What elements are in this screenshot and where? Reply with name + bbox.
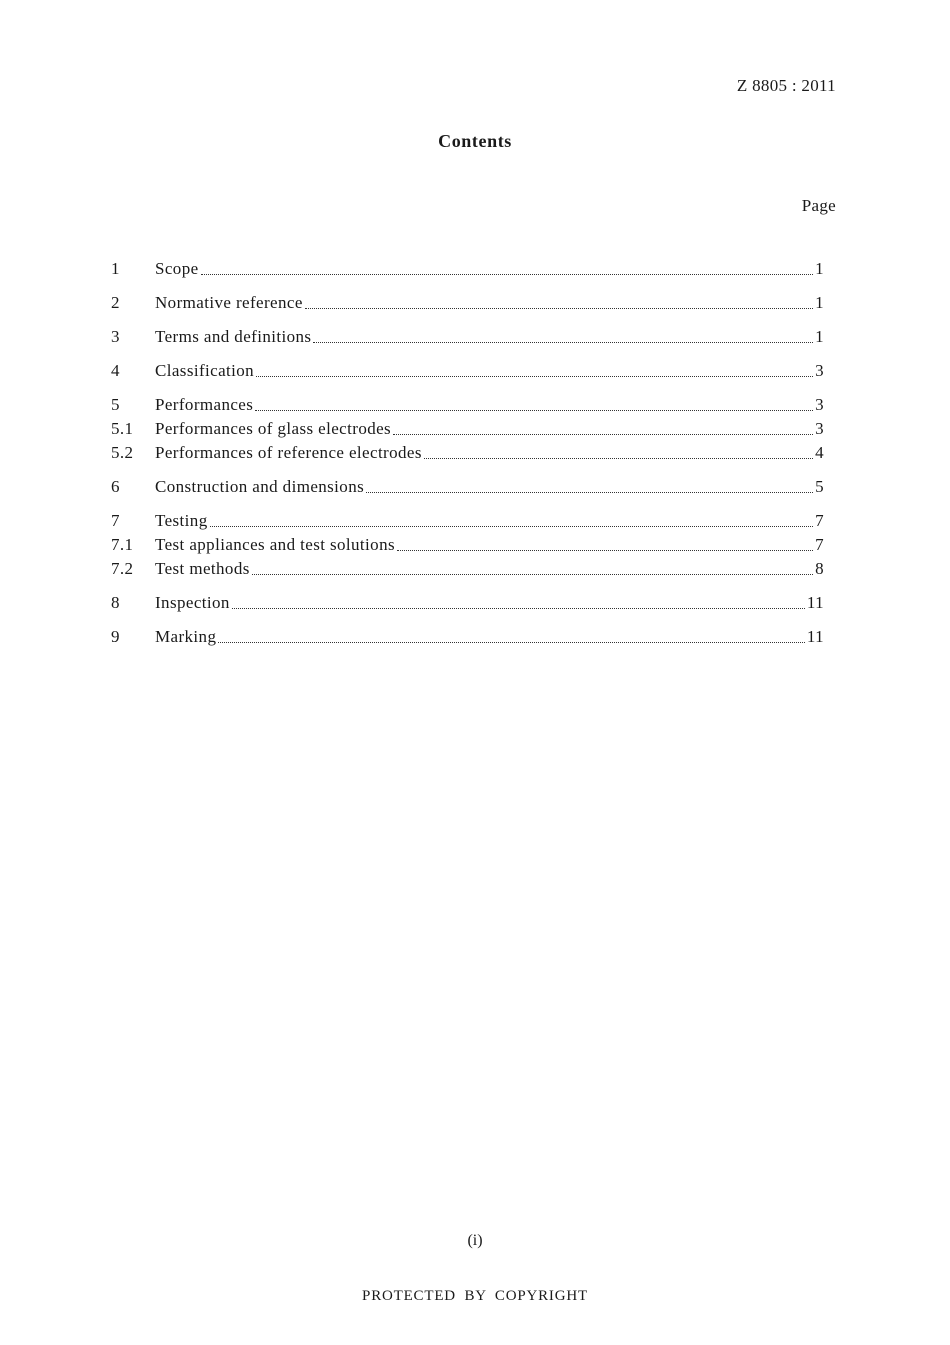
toc-entry-page: 1 bbox=[815, 293, 824, 312]
dot-leader bbox=[210, 525, 813, 527]
page-column-label: Page bbox=[801, 196, 836, 215]
toc-entry-page: 11 bbox=[806, 593, 824, 612]
toc-entry-2[interactable] bbox=[111, 291, 824, 315]
dot-leader bbox=[424, 457, 813, 459]
toc-entry-number: 9 bbox=[111, 627, 120, 646]
toc-entry-number: 6 bbox=[111, 477, 120, 496]
toc-entry-page: 7 bbox=[815, 535, 824, 554]
dot-leader bbox=[218, 641, 804, 643]
toc-entry-number: 4 bbox=[111, 361, 120, 380]
toc-entry-number: 7 bbox=[111, 511, 120, 530]
dot-leader bbox=[201, 273, 814, 275]
toc-entry-number: 5.2 bbox=[111, 443, 134, 462]
toc-entry-page: 3 bbox=[815, 419, 824, 438]
contents-heading: Contents bbox=[438, 131, 512, 151]
toc-entry-title: Test appliances and test solutions bbox=[155, 535, 395, 554]
toc-entry-5-1[interactable] bbox=[111, 417, 824, 441]
toc-entry-7[interactable] bbox=[111, 509, 824, 533]
dot-leader bbox=[397, 549, 813, 551]
toc-entry-6[interactable] bbox=[111, 475, 824, 499]
dot-leader bbox=[366, 491, 813, 493]
dot-leader bbox=[393, 433, 813, 435]
toc-entry-5-2[interactable] bbox=[111, 441, 824, 465]
page-folio: (i) bbox=[467, 1232, 483, 1249]
toc-entry-9[interactable] bbox=[111, 625, 824, 649]
toc-entry-page: 7 bbox=[815, 511, 824, 530]
toc-entry-number: 7.2 bbox=[111, 559, 134, 578]
dot-leader bbox=[255, 409, 813, 411]
toc-entry-page: 1 bbox=[815, 259, 824, 278]
toc-entry-5[interactable] bbox=[111, 393, 824, 417]
toc-entry-page: 4 bbox=[815, 443, 824, 462]
toc-entry-title: Construction and dimensions bbox=[155, 477, 365, 496]
toc-entry-number: 7.1 bbox=[111, 535, 134, 554]
toc-entry-title: Terms and definitions bbox=[155, 327, 312, 346]
toc-entry-number: 5.1 bbox=[111, 419, 134, 438]
toc-entry-title: Marking bbox=[155, 627, 217, 646]
toc-entry-title: Scope bbox=[155, 259, 199, 278]
toc-entry-number: 8 bbox=[111, 593, 120, 612]
toc-entry-page: 3 bbox=[815, 361, 824, 380]
toc-entry-page: 8 bbox=[815, 559, 824, 578]
toc-entry-title: Classification bbox=[155, 361, 255, 380]
toc-entry-page: 5 bbox=[815, 477, 824, 496]
toc-entry-title: Testing bbox=[155, 511, 208, 530]
copyright-notice: PROTECTED BY COPYRIGHT bbox=[362, 1288, 588, 1304]
dot-leader bbox=[313, 341, 813, 343]
dot-leader bbox=[305, 307, 813, 309]
toc-entry-title: Performances of reference electrodes bbox=[155, 443, 422, 462]
toc-entry-4[interactable] bbox=[111, 359, 824, 383]
toc-entry-title: Performances bbox=[155, 395, 254, 414]
toc-entry-title: Test methods bbox=[155, 559, 250, 578]
toc-entry-3[interactable] bbox=[111, 325, 824, 349]
toc-entry-number: 3 bbox=[111, 327, 120, 346]
toc-entry-number: 5 bbox=[111, 395, 120, 414]
toc-entry-title: Normative reference bbox=[155, 293, 303, 312]
dot-leader bbox=[252, 573, 813, 575]
dot-leader bbox=[256, 375, 813, 377]
toc-entry-page: 3 bbox=[815, 395, 824, 414]
toc-entry-7-1[interactable] bbox=[111, 533, 824, 557]
toc-entry-title: Performances of glass electrodes bbox=[155, 419, 392, 438]
toc-entry-number: 1 bbox=[111, 259, 120, 278]
toc-entry-page: 11 bbox=[806, 627, 824, 646]
toc-entry-number: 2 bbox=[111, 293, 120, 312]
toc-entry-1[interactable] bbox=[111, 257, 824, 281]
dot-leader bbox=[232, 607, 805, 609]
toc-entry-7-2[interactable] bbox=[111, 557, 824, 581]
document-code: Z 8805 : 2011 bbox=[736, 76, 836, 95]
toc-entry-8[interactable] bbox=[111, 591, 824, 615]
table-of-contents bbox=[111, 257, 824, 649]
toc-entry-page: 1 bbox=[815, 327, 824, 346]
toc-entry-title: Inspection bbox=[155, 593, 230, 612]
